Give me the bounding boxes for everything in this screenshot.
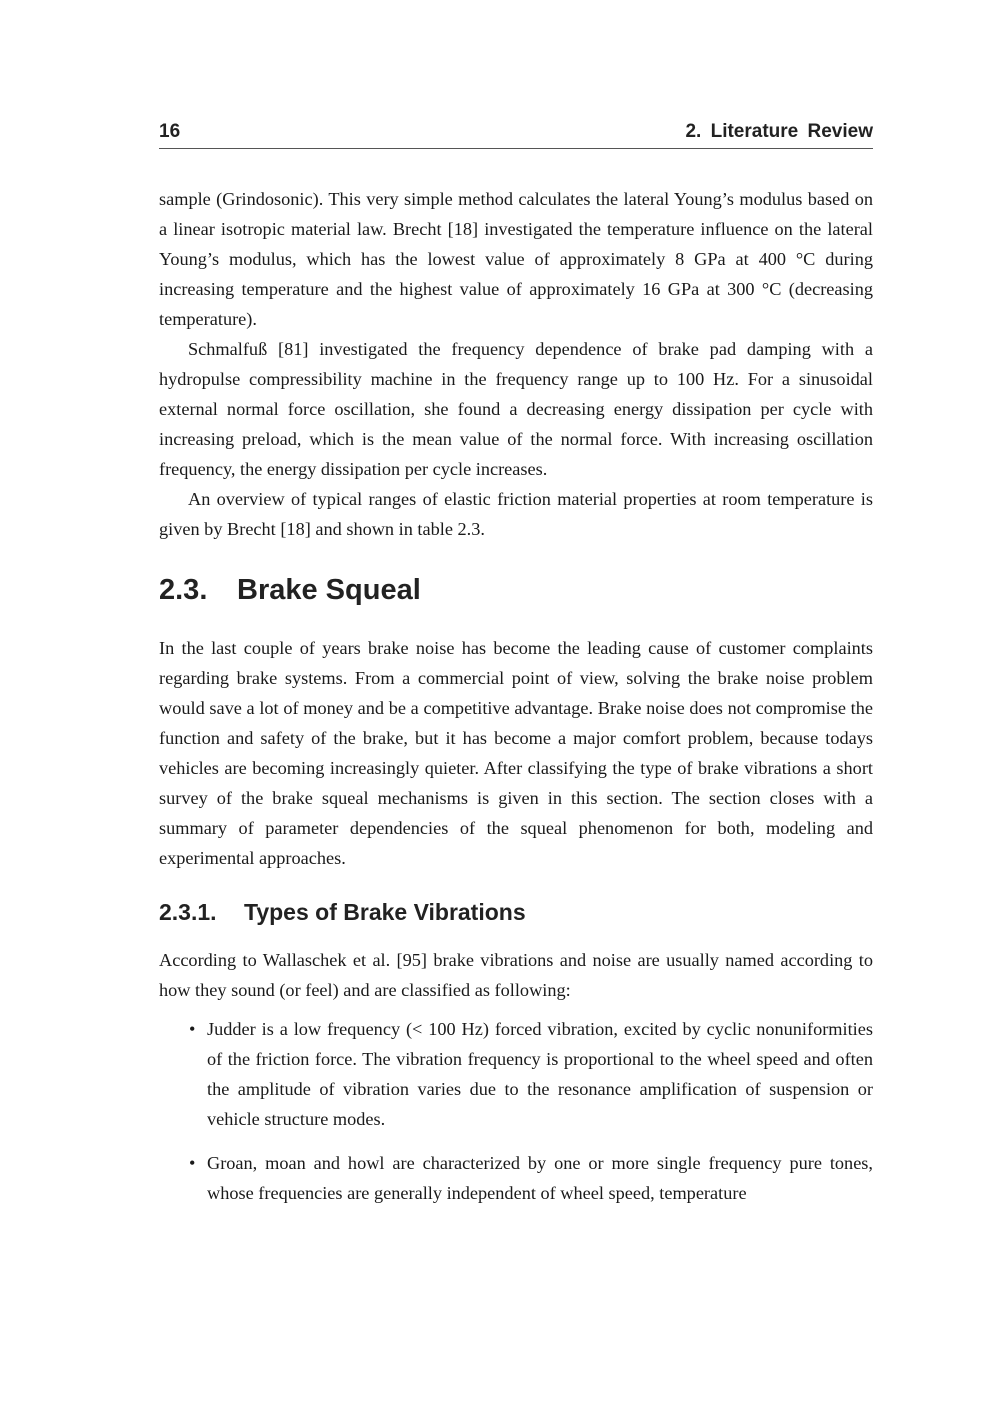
bullet-icon: • (189, 1019, 196, 1039)
page-number: 16 (159, 121, 181, 142)
chapter-title: 2. Literature Review (685, 121, 873, 142)
section-number: 2.3. (159, 574, 208, 606)
paragraph: sample (Grindosonic). This very simple method calculates the lateral Young’s modulus based on a linear isotropic material law. Brecht [18] investigated the temperature influence on the lateral Young’s modulus, which has the lowest value of approximately 8 GPa at 400 °C during increasing temperature and the highest value of approximately 16 GPa at 300 °C (decreasing temperature). (159, 189, 873, 329)
subsection-text-block (159, 945, 873, 1005)
section-title: Brake Squeal (237, 574, 421, 606)
list-item (159, 1148, 873, 1208)
paragraph: An overview of typical ranges of elastic friction material properties at room temperature is given by Brecht [18] and shown in table 2.3. (159, 489, 873, 539)
section-heading (159, 574, 421, 607)
section-text-block (159, 633, 873, 873)
running-header (159, 121, 873, 149)
paragraph: Schmalfuß [81] investigated the frequency dependence of brake pad damping with a hydropulse compressibility machine in the frequency range up to 100 Hz. For a sinusoidal external normal force oscillation, she found a decreasing energy dissipation per cycle with increasing preload, which is the mean value of the normal force. With increasing oscillation frequency, the energy dissipation per cycle increases. (159, 339, 873, 479)
subsection-number: 2.3.1. (159, 899, 217, 925)
intro-text-block (159, 184, 873, 544)
list-item (159, 1014, 873, 1134)
bullet-icon: • (189, 1153, 196, 1173)
paragraph: According to Wallaschek et al. [95] brake vibrations and noise are usually named according to how they sound (or feel) and are classified as following: (159, 950, 873, 1000)
list-item-text: Judder is a low frequency (< 100 Hz) forced vibration, excited by cyclic nonuniformities of the friction force. The vibration frequency is proportional to the wheel speed and often the amplitude of vibration varies due to the resonance amplification of suspension or vehicle structure modes. (207, 1019, 873, 1129)
subsection-title: Types of Brake Vibrations (244, 899, 526, 925)
subsection-heading (159, 899, 526, 926)
paragraph: In the last couple of years brake noise has become the leading cause of customer complaints regarding brake systems. From a commercial point of view, solving the brake noise problem would save a lot of money and be a competitive advantage. Brake noise does not compromise the function and safety of the brake, but it has become a major comfort problem, because todays vehicles are becoming increasingly quieter. After classifying the type of brake vibrations a short survey of the brake squeal mechanisms is given in this section. The section closes with a summary of parameter dependencies of the squeal phenomenon for both, modeling and experimental approaches. (159, 638, 873, 868)
bullet-list (159, 1014, 873, 1222)
list-item-text: Groan, moan and howl are characterized by one or more single frequency pure tones, whose frequencies are generally independent of wheel speed, temperature (207, 1153, 873, 1203)
